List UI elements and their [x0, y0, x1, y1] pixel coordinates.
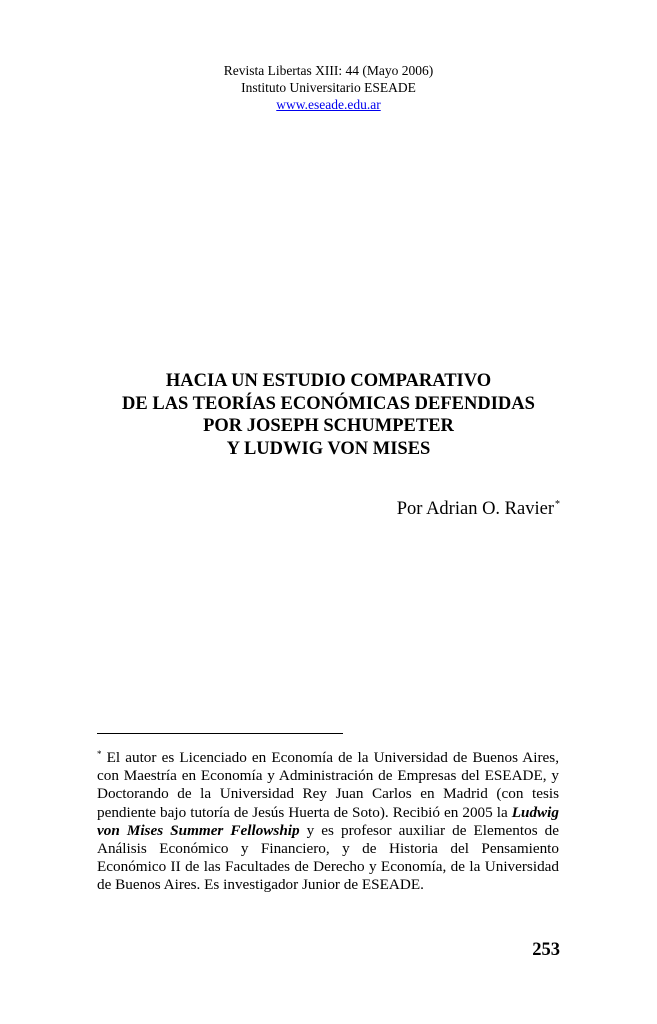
- title-line: POR JOSEPH SCHUMPETER: [203, 416, 454, 436]
- journal-url-link[interactable]: www.eseade.edu.ar: [276, 97, 381, 112]
- footnote-paragraph: [97, 745, 559, 895]
- journal-citation: Revista Libertas XIII: 44 (Mayo 2006): [223, 63, 434, 78]
- title-line: DE LAS TEORÍAS ECONÓMICAS DEFENDIDAS: [122, 393, 535, 414]
- author-name: Por Adrian O. Ravier: [396, 499, 554, 519]
- author-footnote: [97, 745, 559, 895]
- title-line: HACIA UN ESTUDIO COMPARATIVO: [165, 371, 492, 391]
- article-title: [0, 370, 657, 460]
- journal-header: [0, 62, 657, 113]
- institution-name: Instituto Universitario ESEADE: [241, 80, 416, 95]
- footnote-fellowship-name: Ludwig von Mises Summer Fellowship: [97, 803, 559, 839]
- footnote-text-after: y es profesor auxiliar de Elementos de Análisis Económico y Financiero, y de Historia del Pensamiento Económico II de las Facultades de Derecho y Economía, de la Universidad de Buenos Aires. Es investigador Junior de ESEADE.: [97, 821, 559, 894]
- author-footnote-marker: *: [555, 499, 560, 510]
- footnote-marker: *: [97, 749, 102, 759]
- page-number: 253: [532, 940, 560, 960]
- author-byline: [397, 494, 560, 520]
- footnote-text-before: El autor es Licenciado en Economía de la Universidad de Buenos Aires, con Maestría en Economía y Administración de Empresas del ESEADE, y Doctorando de la Universidad Rey Juan Carlos en Madrid (con tesis pendiente bajo tutoría de Jesús Huerta de Soto). Recibió en 2005 la: [97, 749, 559, 821]
- title-line: Y LUDWIG VON MISES: [226, 438, 431, 459]
- footnote-divider: [97, 733, 343, 734]
